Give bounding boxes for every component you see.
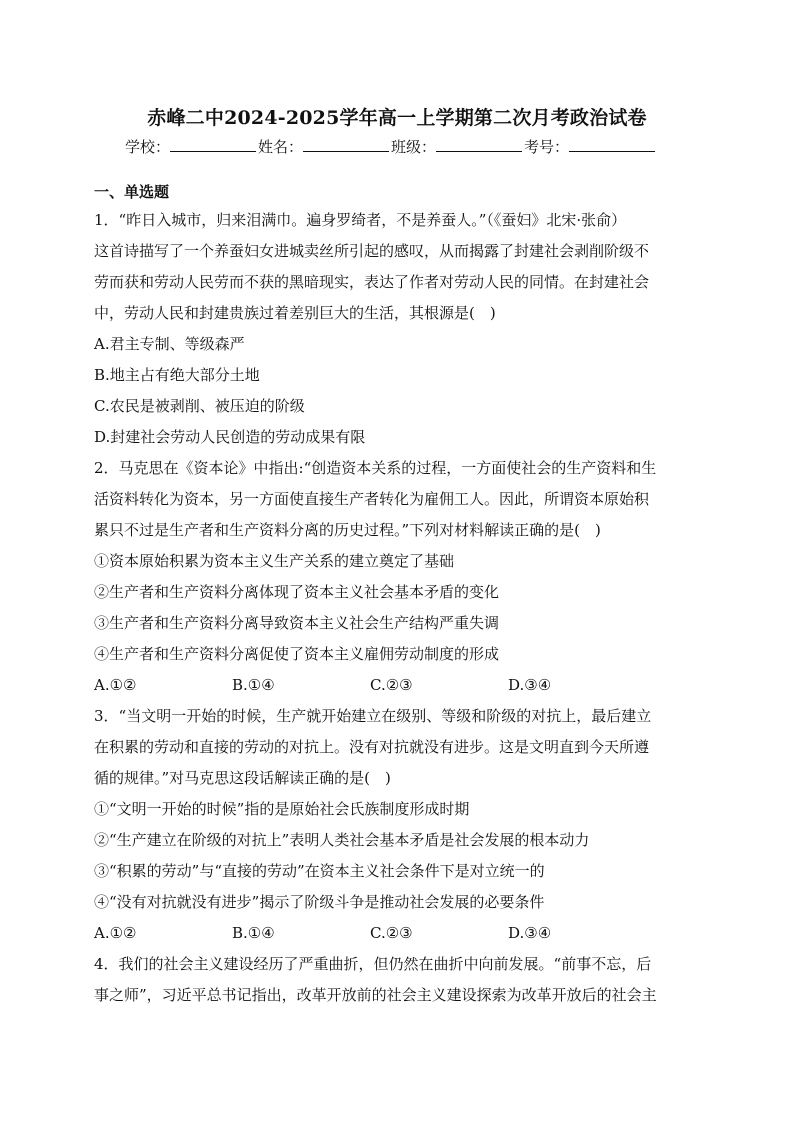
statement-item: ④“没有对抗就没有进步”揭示了阶级斗争是推动社会发展的必要条件 <box>94 893 545 911</box>
section-title: 一、单选题 <box>94 183 170 201</box>
answer-option-d: D.③④ <box>508 676 552 694</box>
number-label: 考号： <box>524 138 570 156</box>
statement-item: ③“积累的劳动”与“直接的劳动”在资本主义社会条件下是对立统一的 <box>94 862 545 880</box>
question-text-line: 中，劳动人民和封建贵族过着差别巨大的生活，其根源是( ) <box>94 304 496 322</box>
statement-item: ③生产者和生产资料分离导致资本主义社会生产结构严重失调 <box>94 614 500 632</box>
student-info-row <box>125 136 657 157</box>
question-text-line: 1．“昨日入城市，归来泪满巾。遍身罗绮者，不是养蚕人。”（《蚕妇》北宋·张俞） <box>94 211 627 229</box>
answer-option-a: A.①② <box>94 924 137 942</box>
class-blank <box>436 137 522 152</box>
question-text-line: 事之师”，习近平总书记指出，改革开放前的社会主义建设探索为改革开放后的社会主 <box>94 986 657 1004</box>
class-label: 班级： <box>391 138 437 156</box>
answer-option-d: D.封建社会劳动人民创造的劳动成果有限 <box>94 428 366 446</box>
questions <box>94 205 694 1011</box>
answer-option-b: B.①④ <box>232 676 275 694</box>
question-text-line: 劳而获和劳动人民劳而不获的黑暗现实，表达了作者对劳动人民的同情。在封建社会 <box>94 273 650 291</box>
name-blank <box>303 137 389 152</box>
answer-option-d: D.③④ <box>508 924 552 942</box>
answer-option-a: A.①② <box>94 676 137 694</box>
question-1 <box>94 205 694 453</box>
school-blank <box>170 137 256 152</box>
answer-option-a: A.君主专制、等级森严 <box>94 335 245 353</box>
number-blank <box>569 137 655 152</box>
answer-option-b: B.①④ <box>232 924 275 942</box>
question-text-line: 循的规律。”对马克思这段话解读正确的是( ) <box>94 769 391 787</box>
exam-title: 赤峰二中2024-2025学年高一上学期第二次月考政治试卷 <box>147 107 647 129</box>
answer-option-c: C.农民是被剥削、被压迫的阶级 <box>94 397 305 415</box>
question-text-line: 活资料转化为资本，另一方面使直接生产者转化为雇佣工人。因此，所谓资本原始积 <box>94 490 650 508</box>
question-text-line: 4．我们的社会主义建设经历了严重曲折，但仍然在曲折中向前发展。“前事不忘，后 <box>94 955 652 973</box>
question-text-line: 3．“当文明一开始的时候，生产就开始建立在级别、等级和阶级的对抗上，最后建立 <box>94 707 652 725</box>
statement-item: ②生产者和生产资料分离体现了资本主义社会基本矛盾的变化 <box>94 583 500 601</box>
answer-options-row <box>94 670 694 701</box>
question-text-line: 这首诗描写了一个养蚕妇女进城卖丝所引起的感叹，从而揭露了封建社会剥削阶级不 <box>94 242 650 260</box>
statement-item: ④生产者和生产资料分离促使了资本主义雇佣劳动制度的形成 <box>94 645 500 663</box>
question-text-line: 2．马克思在《资本论》中指出:“创造资本关系的过程，一方面使社会的生产资料和生 <box>94 459 657 477</box>
school-label: 学校： <box>125 138 171 156</box>
statement-item: ①资本原始积累为资本主义生产关系的建立奠定了基础 <box>94 552 455 570</box>
question-3 <box>94 701 694 949</box>
statement-item: ②“生产建立在阶级的对抗上”表明人类社会基本矛盾是社会发展的根本动力 <box>94 831 590 849</box>
question-2 <box>94 453 694 701</box>
answer-option-b: B.地主占有绝大部分土地 <box>94 366 260 384</box>
name-label: 姓名： <box>258 138 304 156</box>
question-4 <box>94 949 694 1011</box>
answer-option-c: C.②③ <box>370 676 413 694</box>
statement-item: ①“文明一开始的时候”指的是原始社会氏族制度形成时期 <box>94 800 470 818</box>
answer-options-row <box>94 918 694 949</box>
answer-option-c: C.②③ <box>370 924 413 942</box>
question-text-line: 在积累的劳动和直接的劳动的对抗上。没有对抗就没有进步。这是文明直到今天所遵 <box>94 738 650 756</box>
question-text-line: 累只不过是生产者和生产资料分离的历史过程。”下列对材料解读正确的是( ) <box>94 521 601 539</box>
